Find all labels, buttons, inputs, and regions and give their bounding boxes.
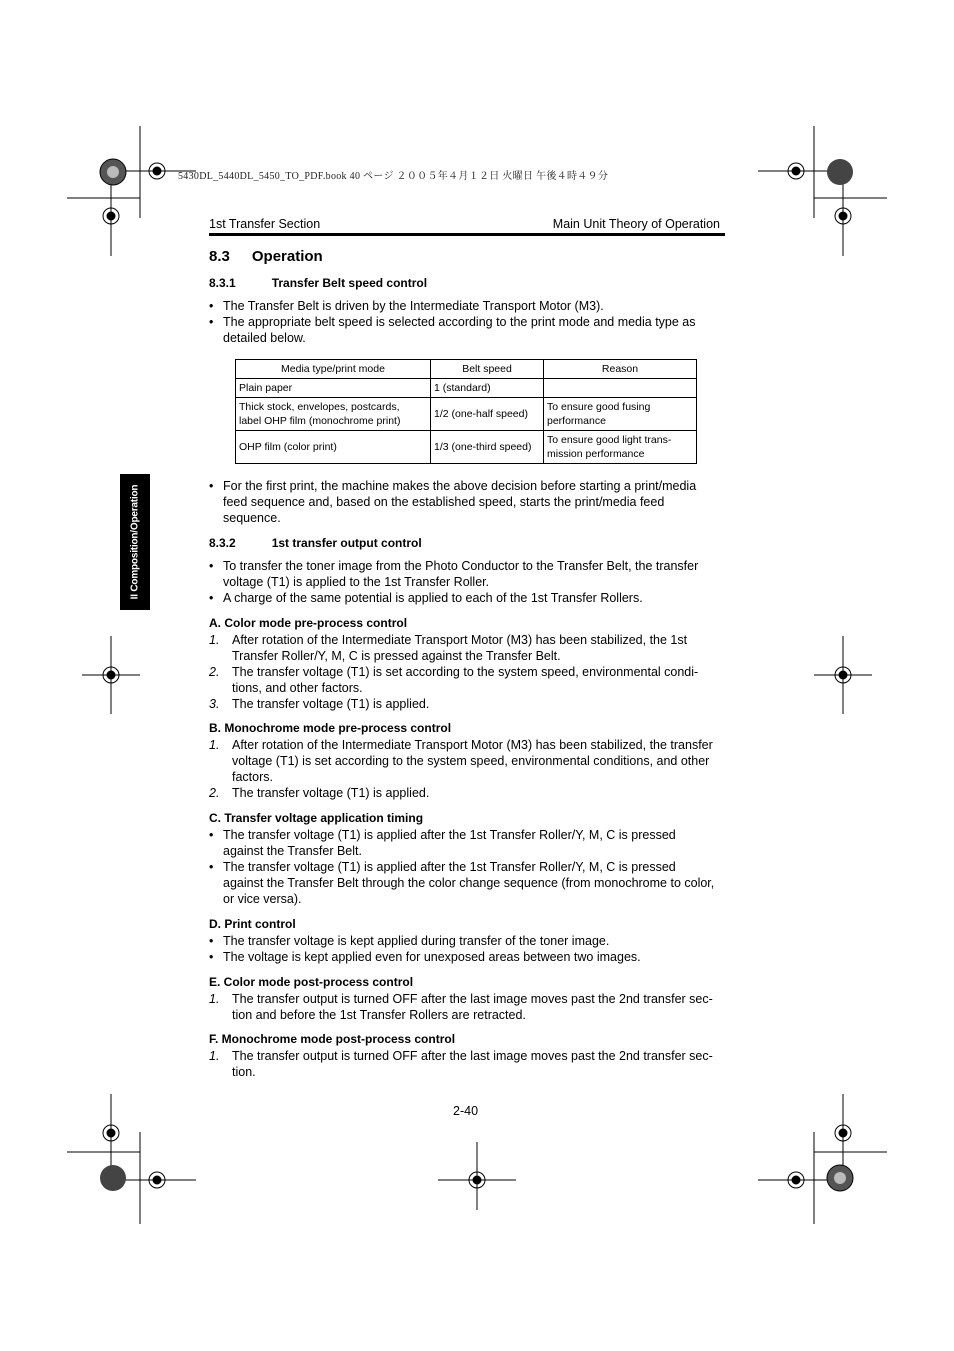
bullet-item — [209, 314, 729, 346]
text-line: or vice versa). — [223, 892, 302, 906]
header-chapter-title: Main Unit Theory of Operation — [552, 217, 720, 231]
item-number: 2. — [209, 786, 220, 800]
cell-line: To ensure good light trans- — [547, 434, 672, 446]
text-line: tion. — [232, 1065, 256, 1079]
numbered-item — [209, 991, 729, 1023]
text-line: feed sequence and, based on the established speed, starts the print/media feed — [223, 495, 665, 509]
cell-line: To ensure good fusing — [547, 401, 651, 413]
text-line: The Transfer Belt is driven by the Intermediate Transport Motor (M3). — [223, 299, 604, 313]
page-number: 2-40 — [453, 1104, 479, 1118]
item-number: 1. — [209, 1049, 220, 1063]
table-cell — [431, 431, 544, 464]
s832-bullets — [209, 558, 729, 606]
s831-after-bullet — [209, 478, 729, 526]
cell-line: performance — [547, 415, 606, 427]
text-line: against the Transfer Belt through the color change sequence (from monochrome to color, — [223, 876, 715, 890]
s831-bullets — [209, 298, 729, 346]
bullet-item — [209, 298, 729, 314]
item-number: 2. — [209, 665, 220, 679]
text-line: The transfer voltage (T1) is applied after the 1st Transfer Roller/Y, M, C is pressed — [223, 860, 676, 874]
bullet-item — [209, 558, 729, 590]
table-cell — [236, 398, 431, 431]
item-number: 3. — [209, 697, 220, 711]
table-cell — [544, 431, 697, 464]
numbered-item — [209, 664, 729, 696]
subsection-8-3-1-heading: 8.3.1 Transfer Belt speed control — [209, 276, 428, 290]
list-e — [209, 991, 729, 1023]
table-header-cell: Belt speed — [431, 360, 544, 379]
belt-speed-table — [235, 359, 697, 464]
text-line: detailed below. — [223, 331, 306, 345]
text-line: The transfer voltage (T1) is applied. — [232, 786, 430, 800]
text-line: For the first print, the machine makes the above decision before starting a print/media — [223, 479, 697, 493]
text-line: After rotation of the Intermediate Transport Motor (M3) has been stabilized, the 1st — [232, 633, 688, 647]
bullet-marker: • — [209, 934, 214, 948]
cell-line: 1/3 (one-third speed) — [434, 441, 532, 453]
text-line: The transfer voltage is kept applied during transfer of the toner image. — [223, 934, 610, 948]
text-line: The transfer output is turned OFF after the last image moves past the 2nd transfer sec- — [232, 992, 713, 1006]
table-header-cell: Reason — [544, 360, 697, 379]
section-number: 8.3 — [209, 248, 230, 265]
list-d — [209, 933, 729, 965]
text-line: The appropriate belt speed is selected according to the print mode and media type as — [223, 315, 696, 329]
item-number: 1. — [209, 633, 220, 647]
table-row — [236, 431, 697, 464]
item-number: 1. — [209, 992, 220, 1006]
subsection-8-3-2-heading: 8.3.2 1st transfer output control — [209, 536, 422, 550]
text-line: The voltage is kept applied even for unexposed areas between two images. — [223, 950, 641, 964]
bullet-item — [209, 949, 729, 965]
bullet-item — [209, 827, 729, 859]
bullet-marker: • — [209, 479, 214, 493]
cell-line: 1 (standard) — [434, 382, 491, 394]
bullet-item — [209, 590, 729, 606]
heading-b: B. Monochrome mode pre-process control — [209, 721, 452, 735]
text-line: The transfer voltage (T1) is set according to the system speed, environmental condi- — [232, 665, 699, 679]
text-line: factors. — [232, 770, 273, 784]
table-cell — [236, 431, 431, 464]
table-cell — [431, 379, 544, 398]
list-b — [209, 737, 729, 801]
bullet-marker: • — [209, 860, 214, 874]
table-header-row — [236, 360, 697, 379]
text-line: sequence. — [223, 511, 281, 525]
heading-e: E. Color mode post-process control — [209, 975, 414, 989]
numbered-item — [209, 1048, 729, 1080]
cell-line: mission performance — [547, 448, 645, 460]
table-cell — [544, 398, 697, 431]
side-tab: II Composition/Operation — [120, 474, 150, 610]
heading-f: F. Monochrome mode post-process control — [209, 1032, 456, 1046]
bullet-marker: • — [209, 950, 214, 964]
text-line: To transfer the toner image from the Photo Conductor to the Transfer Belt, the transfer — [223, 559, 699, 573]
table-row — [236, 398, 697, 431]
text-line: The transfer voltage (T1) is applied after the 1st Transfer Roller/Y, M, C is pressed — [223, 828, 676, 842]
item-number: 1. — [209, 738, 220, 752]
table-cell — [544, 379, 697, 398]
bullet-marker: • — [209, 559, 214, 573]
list-c — [209, 827, 729, 907]
text-line: tion and before the 1st Transfer Rollers are retracted. — [232, 1008, 526, 1022]
text-line: The transfer voltage (T1) is applied. — [232, 697, 430, 711]
cell-line: Thick stock, envelopes, postcards, — [239, 401, 400, 413]
text-line: After rotation of the Intermediate Transport Motor (M3) has been stabilized, the transfer — [232, 738, 713, 752]
header-rule — [209, 233, 725, 236]
bullet-marker: • — [209, 299, 214, 313]
section-title: Operation — [251, 248, 323, 265]
bullet-marker: • — [209, 315, 214, 329]
bullet-item — [209, 933, 729, 949]
text-line: tions, and other factors. — [232, 681, 363, 695]
cell-line: 1/2 (one-half speed) — [434, 408, 528, 420]
table-cell — [431, 398, 544, 431]
book-file-line: 5430DL_5440DL_5450_TO_PDF.book 40 ページ ２００５年４月１２日 火曜日 午後４時４９分 — [178, 171, 609, 182]
bullet-marker: • — [209, 591, 214, 605]
table-row — [236, 379, 697, 398]
text-line: voltage (T1) is applied to the 1st Transfer Roller. — [223, 575, 490, 589]
bullet-marker: • — [209, 828, 214, 842]
numbered-item — [209, 632, 729, 664]
heading-c: C. Transfer voltage application timing — [209, 811, 424, 825]
heading-a: A. Color mode pre-process control — [209, 616, 408, 630]
text-line: against the Transfer Belt. — [223, 844, 362, 858]
table-cell — [236, 379, 431, 398]
list-f — [209, 1048, 729, 1080]
text-line: Transfer Roller/Y, M, C is pressed against the Transfer Belt. — [232, 649, 561, 663]
text-line: voltage (T1) is set according to the system speed, environmental conditions, and other — [232, 754, 710, 768]
text-line: The transfer output is turned OFF after the last image moves past the 2nd transfer sec- — [232, 1049, 713, 1063]
cell-line: OHP film (color print) — [239, 441, 337, 453]
numbered-item — [209, 737, 729, 785]
header-section-title: 1st Transfer Section — [209, 217, 321, 231]
list-a — [209, 632, 729, 712]
cell-line: label OHP film (monochrome print) — [239, 415, 401, 427]
section-heading — [209, 248, 323, 265]
heading-d: D. Print control — [209, 917, 296, 931]
table-header-cell: Media type/print mode — [236, 360, 431, 379]
bullet-item — [209, 859, 729, 907]
cell-line: Plain paper — [239, 382, 293, 394]
bullet-item — [209, 478, 729, 526]
text-line: A charge of the same potential is applied to each of the 1st Transfer Rollers. — [223, 591, 643, 605]
numbered-item — [209, 696, 729, 712]
numbered-item — [209, 785, 729, 801]
